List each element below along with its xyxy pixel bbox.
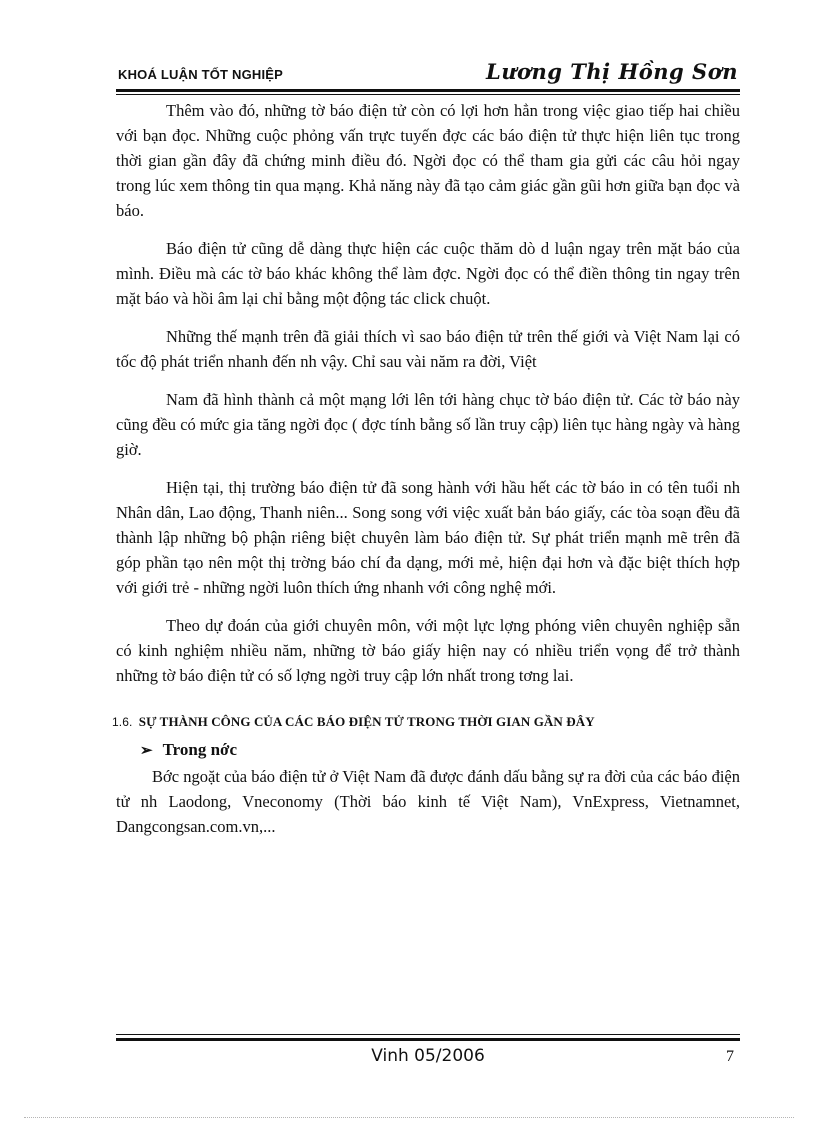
- page-bottom-border: [24, 1117, 794, 1118]
- paragraph: Hiện tại, thị trường báo điện tử đã song hành với hầu hết các tờ báo in có tên tuổi nh Nhân dân, Lao động, Thanh niên... Song song với việc xuất bản báo giấy, các tòa soạn đều đã thành lập những bộ phận riêng biệt chuyên làm báo điện tử. Sự phát triển mạnh mẽ trên đã góp phần tạo nên một thị trờng báo chí đa dạng, mới mẻ, hiện đại hơn và đặc biệt thích hợp với giới trẻ - những ngời luôn thích ứng nhanh với công nghệ mới.: [116, 478, 740, 597]
- paragraph: Báo điện tử cũng dễ dàng thực hiện các cuộc thăm dò d luận ngay trên mặt báo của mình. Điều mà các tờ báo khác không thể làm đợc. Ngời đọc có thể điền thông tin ngay trên mặt báo và hồi âm lại chỉ bằng một động tác click chuột.: [116, 239, 740, 308]
- footer-rule-thin: [116, 1034, 740, 1035]
- arrow-bullet-icon: ➢: [140, 742, 153, 759]
- footer-rule-thick: [116, 1038, 740, 1041]
- header-rule-thick: [116, 89, 740, 92]
- page-body: [112, 98, 740, 852]
- paragraph: Những thế mạnh trên đã giải thích vì sao báo điện tử trên thế giới và Việt Nam lại có tốc độ phát triển nhanh đến nh vậy. Chỉ sau vài năm ra đời, Việt: [116, 327, 740, 371]
- page-number: 7: [726, 1048, 734, 1065]
- section-number: 1.6.: [112, 715, 133, 729]
- section-title: SỰ THÀNH CÔNG CỦA CÁC BÁO ĐIỆN TỬ TRONG THỜI GIAN GẦN ĐÂY: [138, 714, 595, 729]
- section-heading: [112, 714, 740, 730]
- page-footer: [116, 1046, 740, 1072]
- page-header: [116, 52, 740, 88]
- paragraph: Thêm vào đó, những tờ báo điện tử còn có lợi hơn hẳn trong việc giao tiếp hai chiều với bạn đọc. Những cuộc phỏng vấn trực tuyến đợc các báo điện tử thực hiện liên tục trong thời gian gần đây đã chứng minh điều đó. Ngời đọc có thể tham gia gửi các câu hỏi ngay trong lúc xem thông tin qua mạng. Khả năng này đã tạo cảm giác gần gũi hơn giữa bạn đọc và báo.: [116, 101, 740, 220]
- paragraph: Bớc ngoặt của báo điện tử ở Việt Nam đã được đánh dấu bằng sự ra đời của các báo điện tử nh Laodong, Vneconomy (Thời báo kinh tế Việt Nam), VnExpress, Vietnamnet, Dangcongsan.com.vn,...: [116, 767, 740, 836]
- header-thesis-label: KHOÁ LUẬN TỐT NGHIỆP: [118, 67, 284, 82]
- paragraph: Nam đã hình thành cả một mạng lới lên tới hàng chục tờ báo điện tử. Các tờ báo này cũng đều có mức gia tăng ngời đọc ( đợc tính bằng số lần truy cập) liên tục hàng ngày và hàng giờ.: [116, 390, 740, 459]
- subsection-heading: [140, 740, 740, 760]
- paragraph: Theo dự đoán của giới chuyên môn, với một lực lợng phóng viên chuyên nghiệp sẵn có kinh nghiệm nhiều năm, những tờ báo giấy hiện nay có nhiều triển vọng để trở thành những tờ báo điện tử có số lợng ngời truy cập lớn nhất trong tơng lai.: [116, 616, 740, 685]
- footer-place-date: Vinh 05/2006: [371, 1046, 485, 1066]
- subsection-title: Trong nớc: [162, 740, 238, 759]
- header-author-name: Lương Thị Hồng Sơn: [485, 59, 738, 84]
- header-rule-thin: [116, 94, 740, 95]
